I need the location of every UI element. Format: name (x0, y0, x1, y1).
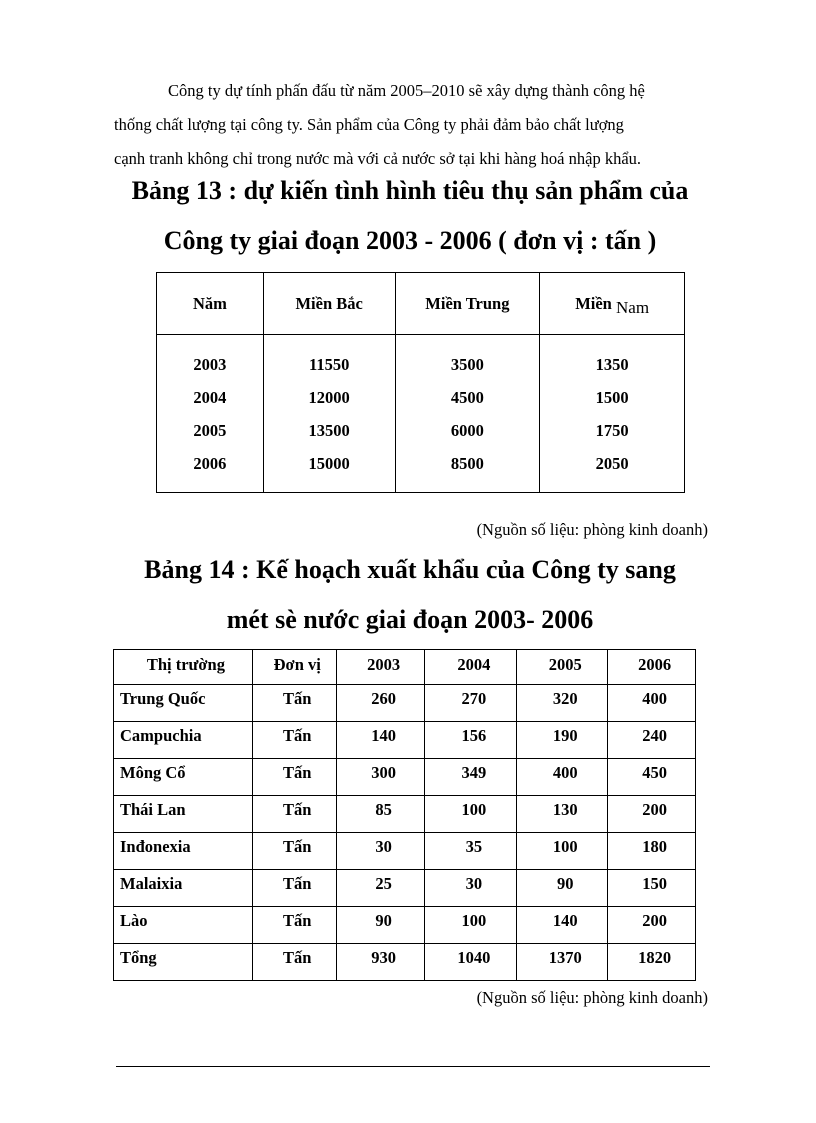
cell: 1500 (595, 387, 629, 407)
table-header-row (114, 650, 696, 685)
cell: Trung Quốc (114, 685, 253, 722)
mien-trung-column (395, 335, 540, 493)
cell: 90 (336, 907, 425, 944)
cell: 1370 (517, 944, 608, 981)
cell: 2004 (193, 387, 227, 407)
cell: 349 (425, 759, 517, 796)
header-cell: 2003 (336, 650, 425, 685)
table14-title-line1: Bảng 14 : Kế hoạch xuất khẩu của Công ty sang (144, 555, 676, 584)
table-row (114, 685, 696, 722)
header-cell (540, 273, 685, 335)
header-cell: 2006 (608, 650, 696, 685)
table13-source-note: (Nguồn số liệu: phòng kinh doanh) (476, 520, 708, 539)
cell: 35 (425, 833, 517, 870)
cell: Inđonexia (114, 833, 253, 870)
cell: 25 (336, 870, 425, 907)
header-cell-part: Nam (616, 297, 650, 317)
cell: 6000 (450, 420, 484, 440)
table-row (114, 759, 696, 796)
year-column (157, 335, 264, 493)
table-row (114, 722, 696, 759)
cell: Tấn (252, 685, 336, 722)
table14-source-note: (Nguồn số liệu: phòng kinh doanh) (476, 988, 708, 1007)
table-row (114, 907, 696, 944)
cell: 100 (425, 907, 517, 944)
paragraph-line: thống chất lượng tại công ty. Sản phẩm của Công ty phải đảm bảo chất lượng (114, 115, 624, 134)
cell: 270 (425, 685, 517, 722)
cell: 180 (608, 833, 696, 870)
cell: 1040 (425, 944, 517, 981)
cell: 130 (517, 796, 608, 833)
cell: 8500 (450, 453, 484, 473)
cell: 450 (608, 759, 696, 796)
cell: Tấn (252, 870, 336, 907)
cell: 3500 (450, 354, 484, 374)
cell: 2006 (193, 453, 227, 473)
cell: Mông Cổ (114, 759, 253, 796)
cell: Tấn (252, 833, 336, 870)
table14 (113, 649, 696, 981)
cell: Tấn (252, 722, 336, 759)
table-body-row (157, 335, 685, 493)
cell: 100 (517, 833, 608, 870)
cell: 150 (608, 870, 696, 907)
table-header-row (157, 273, 685, 335)
cell: 300 (336, 759, 425, 796)
header-cell: Thị trường (114, 650, 253, 685)
table13-title-line2: Công ty giai đoạn 2003 - 2006 ( đơn vị : tấn ) (163, 226, 657, 255)
header-cell: 2005 (517, 650, 608, 685)
cell: 90 (517, 870, 608, 907)
cell: 1820 (608, 944, 696, 981)
intro-paragraph (114, 74, 710, 176)
table13 (156, 272, 685, 493)
paragraph-line: Công ty dự tính phấn đấu từ năm 2005–2010 sẽ xây dựng thành công hệ (168, 81, 645, 100)
cell: 400 (608, 685, 696, 722)
cell: 140 (336, 722, 425, 759)
header-cell: Miền Bắc (263, 273, 395, 335)
cell: 4500 (450, 387, 484, 407)
cell: Lào (114, 907, 253, 944)
cell: 200 (608, 907, 696, 944)
table14-title-line2: mét sè nước giai đoạn 2003- 2006 (226, 605, 594, 634)
table-row (114, 796, 696, 833)
cell: 15000 (308, 453, 350, 473)
cell: 12000 (308, 387, 350, 407)
cell: Tổng (114, 944, 253, 981)
header-cell: Đơn vị (252, 650, 336, 685)
mien-nam-column (540, 335, 685, 493)
cell: Tấn (252, 907, 336, 944)
cell: Tấn (252, 759, 336, 796)
footer-divider (116, 1066, 710, 1067)
mien-bac-column (263, 335, 395, 493)
cell: 1750 (595, 420, 629, 440)
cell: 13500 (308, 420, 350, 440)
table-row (114, 833, 696, 870)
header-cell: Miền Trung (395, 273, 540, 335)
cell: 190 (517, 722, 608, 759)
cell: 200 (608, 796, 696, 833)
cell: 930 (336, 944, 425, 981)
cell: 320 (517, 685, 608, 722)
cell: 400 (517, 759, 608, 796)
cell: 2003 (193, 354, 227, 374)
cell: Tấn (252, 944, 336, 981)
cell: 260 (336, 685, 425, 722)
cell: Malaixia (114, 870, 253, 907)
table13-title-line1: Bảng 13 : dự kiến tình hình tiêu thụ sản phẩm của (131, 176, 689, 205)
cell: 11550 (309, 354, 350, 374)
cell: 2005 (193, 420, 227, 440)
cell: 240 (608, 722, 696, 759)
cell: 30 (425, 870, 517, 907)
cell: 30 (336, 833, 425, 870)
cell: Tấn (252, 796, 336, 833)
cell: 2050 (595, 453, 629, 473)
header-cell: Năm (157, 273, 264, 335)
cell: Campuchia (114, 722, 253, 759)
cell: 156 (425, 722, 517, 759)
cell: 100 (425, 796, 517, 833)
paragraph-line: cạnh tranh không chỉ trong nước mà với cả nước sở tại khi hàng hoá nhập khẩu. (114, 149, 642, 168)
table-total-row (114, 944, 696, 981)
header-cell: 2004 (425, 650, 517, 685)
cell: 85 (336, 796, 425, 833)
cell: 1350 (595, 354, 629, 374)
header-cell-part: Miền (575, 293, 612, 313)
table-row (114, 870, 696, 907)
cell: 140 (517, 907, 608, 944)
cell: Thái Lan (114, 796, 253, 833)
